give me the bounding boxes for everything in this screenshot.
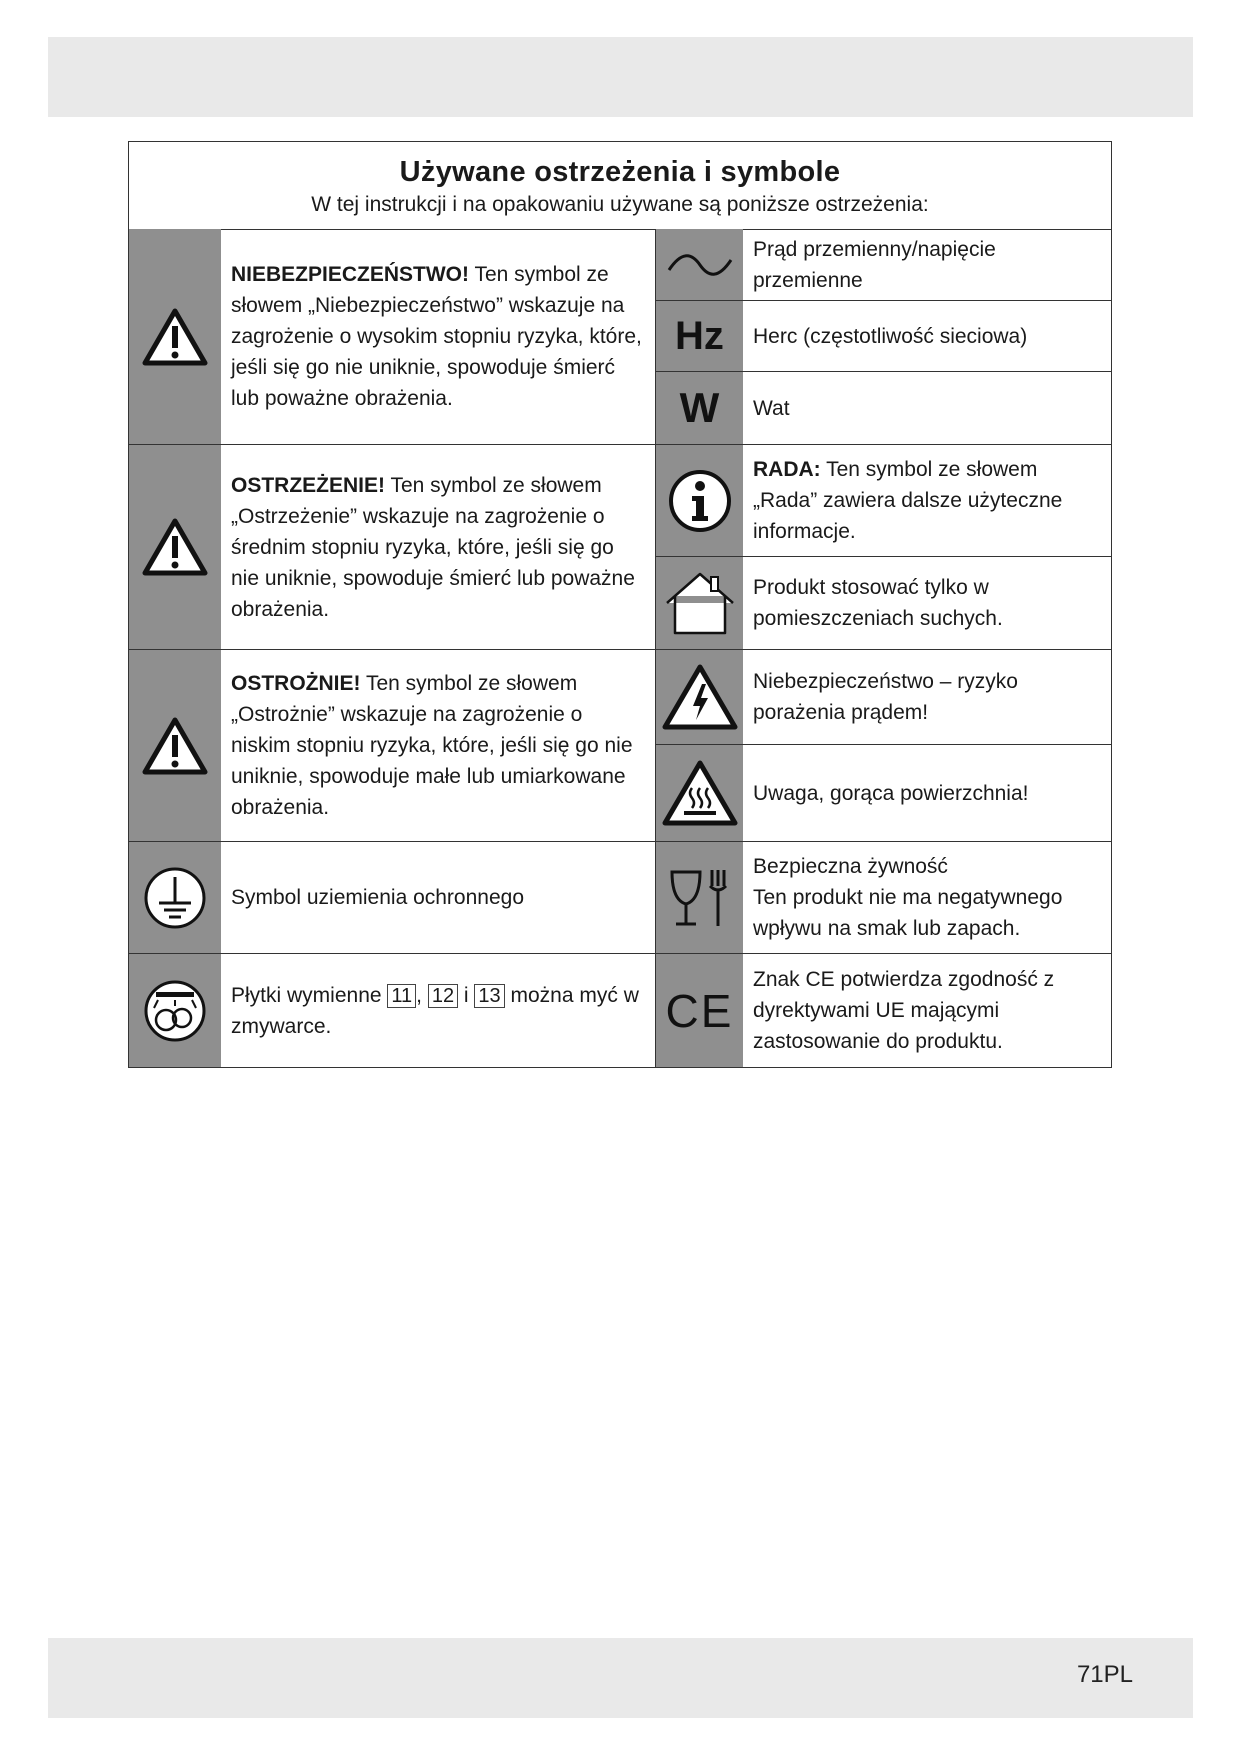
tip-text: RADA: Ten symbol ze słowem „Rada” zawiera dalsze użyteczne informacje. xyxy=(743,445,1111,557)
danger-text: NIEBEZPIECZEŃSTWO! Ten symbol ze słowem „Niebezpieczeństwo” wskazuje na zagrożenie o wysokim stopniu ryzyka, które, jeśli się go nie uniknie, spowoduje śmierć lub poważne obrażenia. xyxy=(221,229,655,445)
ce-text: Znak CE potwierdza zgodność z dyrektywami UE mającymi zastosowanie do produktu. xyxy=(753,968,1055,1053)
ce-icon-cell xyxy=(656,954,743,1067)
house-icon-cell xyxy=(656,557,743,650)
page-number: 71PL xyxy=(1076,1661,1133,1688)
info-icon-cell xyxy=(656,445,743,557)
top-band xyxy=(48,37,1193,117)
part-ref-13: 13 xyxy=(474,984,504,1008)
earth-icon-cell xyxy=(129,842,221,954)
hot-icon-cell xyxy=(656,745,743,842)
hz-text: Herc (częstotliwość sieciowa) xyxy=(743,301,1111,372)
warning-triangle-icon xyxy=(142,518,208,576)
dishwasher-safe-icon xyxy=(142,978,208,1044)
w-icon-cell xyxy=(656,372,743,445)
page-subtitle: W tej instrukcji i na opakowaniu używane są poniższe ostrzeżenia: xyxy=(311,193,929,216)
symbols-table xyxy=(128,141,1112,1068)
indoor-text: Produkt stosować tylko w pomieszczeniach suchych. xyxy=(743,557,1111,650)
house-icon xyxy=(663,569,737,637)
hot-text: Uwaga, gorąca powierzchnia! xyxy=(743,745,1111,842)
watt-symbol: W xyxy=(679,384,720,431)
warning-triangle-icon xyxy=(142,717,208,775)
dishwasher-text: Płytki wymienne 11 , 12 i 13 można myć w zmywarce. xyxy=(231,983,639,1038)
electric-shock-icon xyxy=(662,664,738,730)
w-text: Wat xyxy=(743,372,1111,445)
warning-icon-cell xyxy=(129,445,221,650)
caution-text: OSTROŻNIE! Ten symbol ze słowem „Ostrożnie” wskazuje na zagrożenie o niskim stopniu ryzyka, które, jeśli się go nie uniknie, spowoduje małe lub umiarkowane obrażenia. xyxy=(221,650,655,842)
protective-earth-icon xyxy=(142,865,208,931)
earth-text: Symbol uziemienia ochronnego xyxy=(221,842,655,954)
hertz-symbol: Hz xyxy=(675,313,724,358)
ac-icon-cell xyxy=(656,229,743,301)
shock-icon-cell xyxy=(656,650,743,745)
ce-mark: CE xyxy=(665,984,734,1037)
ac-text: Prąd przemienny/napięcie przemienne xyxy=(743,229,1111,301)
danger-icon-cell xyxy=(129,229,221,445)
part-ref-12: 12 xyxy=(428,984,458,1008)
shock-text: Niebezpieczeństwo – ryzyko porażenia prądem! xyxy=(743,650,1111,745)
hz-icon-cell xyxy=(656,301,743,372)
info-icon xyxy=(667,468,733,534)
alternating-current-icon xyxy=(665,250,735,280)
warning-triangle-icon xyxy=(142,308,208,366)
caution-icon-cell xyxy=(129,650,221,842)
food-text: Bezpieczna żywność Ten produkt nie ma negatywnego wpływu na smak lub zapach. xyxy=(743,842,1111,954)
dishwasher-icon-cell xyxy=(129,954,221,1067)
food-safe-icon xyxy=(664,864,736,932)
warning-text: OSTRZEŻENIE! Ten symbol ze słowem „Ostrzeżenie” wskazuje na zagrożenie o średnim stopniu ryzyka, które, jeśli się go nie uniknie, spowoduje śmierć lub poważne obrażenia. xyxy=(221,445,655,650)
hot-surface-icon xyxy=(662,760,738,826)
part-ref-11: 11 xyxy=(387,984,416,1008)
table-header xyxy=(129,142,1111,230)
bottom-band xyxy=(48,1638,1193,1718)
food-icon-cell xyxy=(656,842,743,954)
page-title: Używane ostrzeżenia i symbole xyxy=(399,156,841,188)
